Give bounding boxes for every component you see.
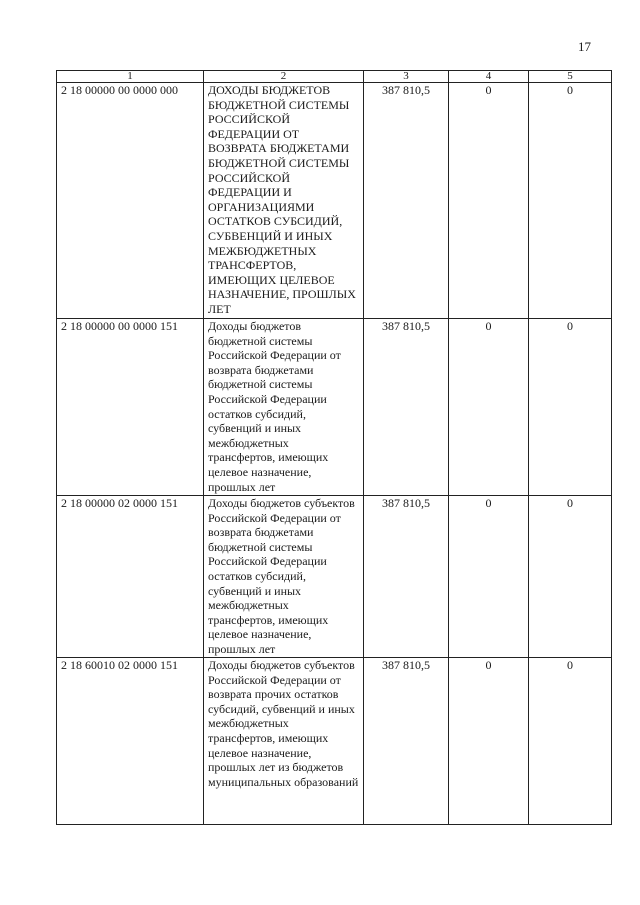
row-code: 2 18 60010 02 0000 151	[57, 658, 204, 825]
row-name: Доходы бюджетов субъектов Российской Федерации от возврата бюджетами бюджетной системы Российской Федерации остатков субсидий, субвенций и иных межбюджетных трансфертов, имеющих целевое назначение, прошлых лет	[204, 496, 364, 658]
column-header-2: 2	[204, 71, 364, 83]
row-value-col4: 0	[449, 658, 529, 825]
row-code: 2 18 00000 00 0000 151	[57, 319, 204, 496]
table-row	[57, 319, 612, 496]
row-value-col4: 0	[449, 83, 529, 319]
row-value-col5: 0	[529, 496, 612, 658]
column-header-3: 3	[364, 71, 449, 83]
row-value-col3: 387 810,5	[364, 83, 449, 319]
row-name: Доходы бюджетов субъектов Российской Федерации от возврата прочих остатков субсидий, субвенций и иных межбюджетных трансфертов, имеющих целевое назначение, прошлых лет из бюджетов муниципальных образований	[204, 658, 364, 825]
row-value-col5: 0	[529, 83, 612, 319]
row-value-col4: 0	[449, 319, 529, 496]
row-value-col3: 387 810,5	[364, 658, 449, 825]
row-value-col5: 0	[529, 658, 612, 825]
column-header-5: 5	[529, 71, 612, 83]
row-code: 2 18 00000 00 0000 000	[57, 83, 204, 319]
table-header-row	[57, 71, 612, 83]
row-name: Доходы бюджетов бюджетной системы Российской Федерации от возврата бюджетами бюджетной системы Российской Федерации остатков субсидий, субвенций и иных межбюджетных трансфертов, имеющих целевое назначение, прошлых лет	[204, 319, 364, 496]
row-code: 2 18 00000 02 0000 151	[57, 496, 204, 658]
column-header-4: 4	[449, 71, 529, 83]
row-value-col5: 0	[529, 319, 612, 496]
row-value-col4: 0	[449, 496, 529, 658]
row-value-col3: 387 810,5	[364, 496, 449, 658]
row-name: ДОХОДЫ БЮДЖЕТОВ БЮДЖЕТНОЙ СИСТЕМЫ РОССИЙСКОЙ ФЕДЕРАЦИИ ОТ ВОЗВРАТА БЮДЖЕТАМИ БЮДЖЕТНОЙ СИСТЕМЫ РОССИЙСКОЙ ФЕДЕРАЦИИ И ОРГАНИЗАЦИЯМИ ОСТАТКОВ СУБСИДИЙ, СУБВЕНЦИЙ И ИНЫХ МЕЖБЮДЖЕТНЫХ ТРАНСФЕРТОВ, ИМЕЮЩИХ ЦЕЛЕВОЕ НАЗНАЧЕНИЕ, ПРОШЛЫХ ЛЕТ	[204, 83, 364, 319]
table-row	[57, 83, 612, 319]
table-row	[57, 658, 612, 825]
budget-table	[56, 70, 612, 825]
page-number: 17	[578, 39, 591, 54]
column-header-1: 1	[57, 71, 204, 83]
row-value-col3: 387 810,5	[364, 319, 449, 496]
table-row	[57, 496, 612, 658]
